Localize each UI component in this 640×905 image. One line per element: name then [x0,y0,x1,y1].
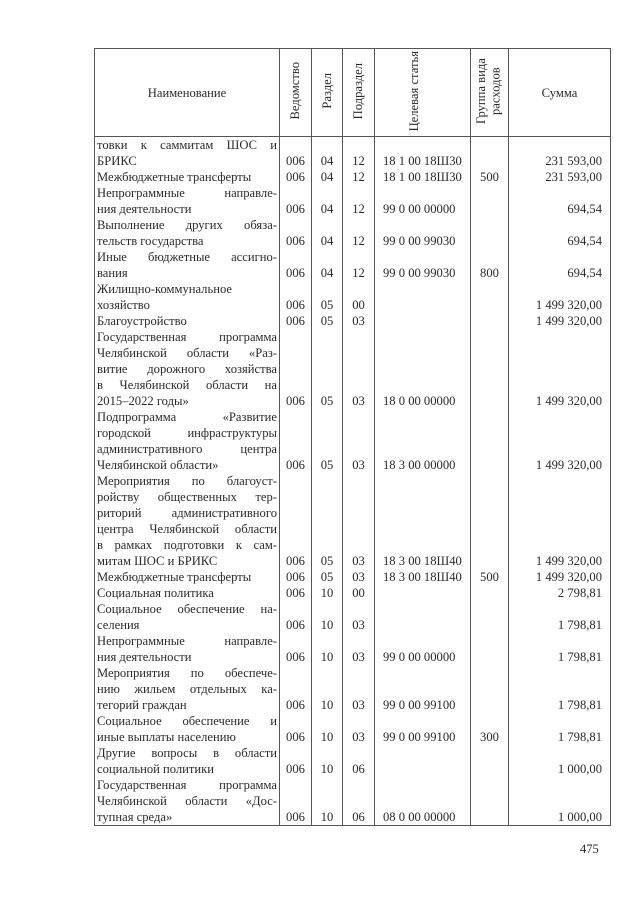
row-name-line: тупная среда» [97,810,173,825]
cell-podrazdel: 03 [343,569,375,585]
row-name [95,137,280,170]
cell-razdel: 04 [312,185,343,217]
cell-summa: 1 499 320,00 [509,473,611,569]
row-name-line: в Челябинской области на [97,378,277,393]
cell-summa: 1 798,81 [509,601,611,633]
cell-gruppa [471,745,509,777]
table-body [95,137,611,826]
header-name: Наименование [95,49,280,137]
row-name-line: Подпрограмма «Развитие [97,410,277,425]
cell-gruppa [471,217,509,249]
page-number: 475 [580,842,599,856]
cell-summa: 1 798,81 [509,713,611,745]
cell-podrazdel: 06 [343,777,375,826]
row-name-line: административного центра [97,442,277,457]
row-name [95,185,280,217]
cell-podrazdel: 12 [343,249,375,281]
row-name [95,585,280,601]
table-row [95,585,611,601]
cell-summa: 231 593,00 [509,137,611,170]
row-name [95,633,280,665]
cell-gruppa [471,409,509,473]
cell-vedomstvo: 006 [280,585,312,601]
cell-gruppa [471,585,509,601]
cell-vedomstvo: 006 [280,313,312,329]
cell-gruppa: 500 [471,569,509,585]
table-row [95,777,611,826]
cell-vedomstvo: 006 [280,281,312,313]
cell-vedomstvo: 006 [280,185,312,217]
row-name-line: селения [97,618,140,633]
table-row [95,569,611,585]
row-name-line: Жилищно-коммунальное [97,282,232,297]
row-name [95,217,280,249]
row-name-line: социальной политики [97,762,215,777]
table-row [95,601,611,633]
cell-celevaya-statya: 18 1 00 18Ш30 [375,169,471,185]
cell-gruppa [471,777,509,826]
cell-vedomstvo: 006 [280,217,312,249]
row-name-line: в рамках подготовки к сам- [97,538,277,553]
cell-vedomstvo: 006 [280,665,312,713]
row-name-line: Мероприятия по обеспече- [97,666,277,681]
row-name-line: вания [97,266,128,281]
row-name-line: ройству общественных тер- [97,490,277,505]
cell-gruppa: 800 [471,249,509,281]
row-name-line: тельств государства [97,234,204,249]
cell-celevaya-statya [375,601,471,633]
cell-razdel: 04 [312,169,343,185]
cell-podrazdel: 03 [343,313,375,329]
cell-podrazdel: 12 [343,217,375,249]
row-name-line: иные выплаты населению [97,730,236,745]
cell-summa: 1 000,00 [509,777,611,826]
row-name [95,569,280,585]
cell-gruppa [471,281,509,313]
row-name-line: ния деятельности [97,202,192,217]
row-name-line: Мероприятия по благоуст- [97,474,277,489]
table-row [95,473,611,569]
cell-podrazdel: 03 [343,601,375,633]
cell-podrazdel: 03 [343,409,375,473]
row-name-line: Межбюджетные трансферты [97,570,252,585]
header-podrazdel: Подраздел [343,49,375,137]
cell-vedomstvo: 006 [280,249,312,281]
cell-celevaya-statya [375,585,471,601]
row-name-line: Государственная программа [97,778,277,793]
row-name-line: Иные бюджетные ассигно- [97,250,277,265]
cell-celevaya-statya: 18 3 00 18Ш40 [375,473,471,569]
row-name-line: Социальное обеспечение и [97,714,277,729]
table-row [95,281,611,313]
cell-podrazdel: 03 [343,473,375,569]
row-name-line: БРИКС [97,154,137,169]
row-name-line: городской инфраструктуры [97,426,277,441]
cell-vedomstvo: 006 [280,777,312,826]
table-row [95,313,611,329]
cell-celevaya-statya: 08 0 00 00000 [375,777,471,826]
row-name-line: Выполнение других обяза- [97,218,277,233]
cell-podrazdel: 03 [343,713,375,745]
row-name-line: нию жильем отдельных ка- [97,682,277,697]
row-name-line: витие дорожного хозяйства [97,362,277,377]
cell-razdel: 10 [312,777,343,826]
cell-celevaya-statya: 99 0 00 99100 [375,665,471,713]
cell-vedomstvo: 006 [280,569,312,585]
cell-celevaya-statya: 18 1 00 18Ш30 [375,137,471,170]
row-name-line: Социальное обеспечение на- [97,602,277,617]
cell-gruppa [471,473,509,569]
cell-summa: 1 798,81 [509,665,611,713]
row-name-line: Государственная программа [97,330,277,345]
cell-razdel: 05 [312,473,343,569]
row-name-line: риторий административного [97,506,277,521]
row-name [95,249,280,281]
cell-razdel: 10 [312,633,343,665]
row-name-line: Непрограммные направле- [97,634,277,649]
cell-celevaya-statya: 99 0 00 99030 [375,217,471,249]
cell-summa: 1 499 320,00 [509,329,611,409]
cell-summa: 694,54 [509,249,611,281]
table-row [95,249,611,281]
cell-razdel: 05 [312,313,343,329]
cell-summa: 1 499 320,00 [509,313,611,329]
row-name-line: Благоустройство [97,314,187,329]
row-name [95,777,280,826]
cell-summa: 2 798,81 [509,585,611,601]
cell-razdel: 10 [312,585,343,601]
table-row [95,633,611,665]
cell-gruppa [471,601,509,633]
cell-razdel: 10 [312,745,343,777]
row-name-line: Челябинской области «Дос- [97,794,277,809]
cell-razdel: 10 [312,601,343,633]
cell-gruppa [471,137,509,170]
table-row [95,185,611,217]
cell-gruppa: 300 [471,713,509,745]
row-name-line: хозяйство [97,298,150,313]
cell-summa: 694,54 [509,217,611,249]
table-row [95,713,611,745]
cell-razdel: 04 [312,249,343,281]
cell-podrazdel: 03 [343,665,375,713]
cell-celevaya-statya: 18 3 00 18Ш40 [375,569,471,585]
row-name-line: Челябинской области «Раз- [97,346,277,361]
table-row [95,329,611,409]
cell-vedomstvo: 006 [280,633,312,665]
cell-vedomstvo: 006 [280,601,312,633]
header-vedomstvo: Ведомство [280,49,312,137]
row-name [95,473,280,569]
header-razdel: Раздел [312,49,343,137]
cell-razdel: 10 [312,665,343,713]
cell-vedomstvo: 006 [280,473,312,569]
cell-celevaya-statya: 99 0 00 00000 [375,633,471,665]
table-header [95,49,611,137]
cell-vedomstvo: 006 [280,137,312,170]
table-row [95,217,611,249]
cell-celevaya-statya [375,313,471,329]
cell-razdel: 05 [312,409,343,473]
row-name [95,713,280,745]
table-row [95,137,611,170]
cell-celevaya-statya: 99 0 00 99030 [375,249,471,281]
cell-celevaya-statya: 18 3 00 00000 [375,409,471,473]
cell-razdel: 04 [312,217,343,249]
cell-summa: 1 000,00 [509,745,611,777]
cell-summa: 1 798,81 [509,633,611,665]
cell-celevaya-statya: 99 0 00 99100 [375,713,471,745]
cell-gruppa [471,313,509,329]
row-name [95,169,280,185]
row-name-line: Другие вопросы в области [97,746,277,761]
row-name-line: митам ШОС и БРИКС [97,554,218,569]
table-row [95,409,611,473]
cell-vedomstvo: 006 [280,409,312,473]
row-name [95,313,280,329]
table-row [95,665,611,713]
table-row [95,745,611,777]
cell-razdel: 05 [312,569,343,585]
cell-podrazdel: 00 [343,585,375,601]
cell-celevaya-statya: 18 0 00 00000 [375,329,471,409]
cell-podrazdel: 06 [343,745,375,777]
cell-celevaya-statya [375,281,471,313]
row-name [95,281,280,313]
cell-razdel: 04 [312,137,343,170]
header-summa: Сумма [509,49,611,137]
cell-vedomstvo: 006 [280,713,312,745]
row-name [95,601,280,633]
cell-podrazdel: 12 [343,185,375,217]
row-name-line: 2015–2022 годы» [97,394,189,409]
cell-gruppa: 500 [471,169,509,185]
cell-vedomstvo: 006 [280,745,312,777]
row-name [95,745,280,777]
row-name-line: ния деятельности [97,650,192,665]
cell-podrazdel: 12 [343,137,375,170]
table-row [95,169,611,185]
cell-vedomstvo: 006 [280,169,312,185]
budget-table [94,48,611,826]
cell-gruppa [471,329,509,409]
cell-gruppa [471,665,509,713]
cell-podrazdel: 03 [343,633,375,665]
cell-summa: 1 499 320,00 [509,409,611,473]
cell-summa: 1 499 320,00 [509,569,611,585]
cell-gruppa [471,633,509,665]
cell-summa: 1 499 320,00 [509,281,611,313]
row-name-line: Челябинской области» [97,458,219,473]
header-celevaya-statya: Целевая статья [375,49,471,137]
row-name [95,329,280,409]
cell-summa: 231 593,00 [509,169,611,185]
cell-celevaya-statya: 99 0 00 00000 [375,185,471,217]
cell-podrazdel: 12 [343,169,375,185]
row-name [95,665,280,713]
row-name-line: центра Челябинской области [97,522,277,537]
cell-vedomstvo: 006 [280,329,312,409]
cell-podrazdel: 03 [343,329,375,409]
cell-razdel: 05 [312,329,343,409]
row-name-line: Непрограммные направле- [97,186,277,201]
row-name-line: Социальная политика [97,586,214,601]
cell-gruppa [471,185,509,217]
cell-celevaya-statya [375,745,471,777]
cell-razdel: 05 [312,281,343,313]
cell-summa: 694,54 [509,185,611,217]
row-name-line: товки к саммитам ШОС и [97,138,277,153]
cell-podrazdel: 00 [343,281,375,313]
row-name [95,409,280,473]
row-name-line: тегорий граждан [97,698,187,713]
header-gruppa-vida-rashodov: Группа вида расходов [471,49,509,137]
row-name-line: Межбюджетные трансферты [97,170,252,185]
cell-razdel: 10 [312,713,343,745]
